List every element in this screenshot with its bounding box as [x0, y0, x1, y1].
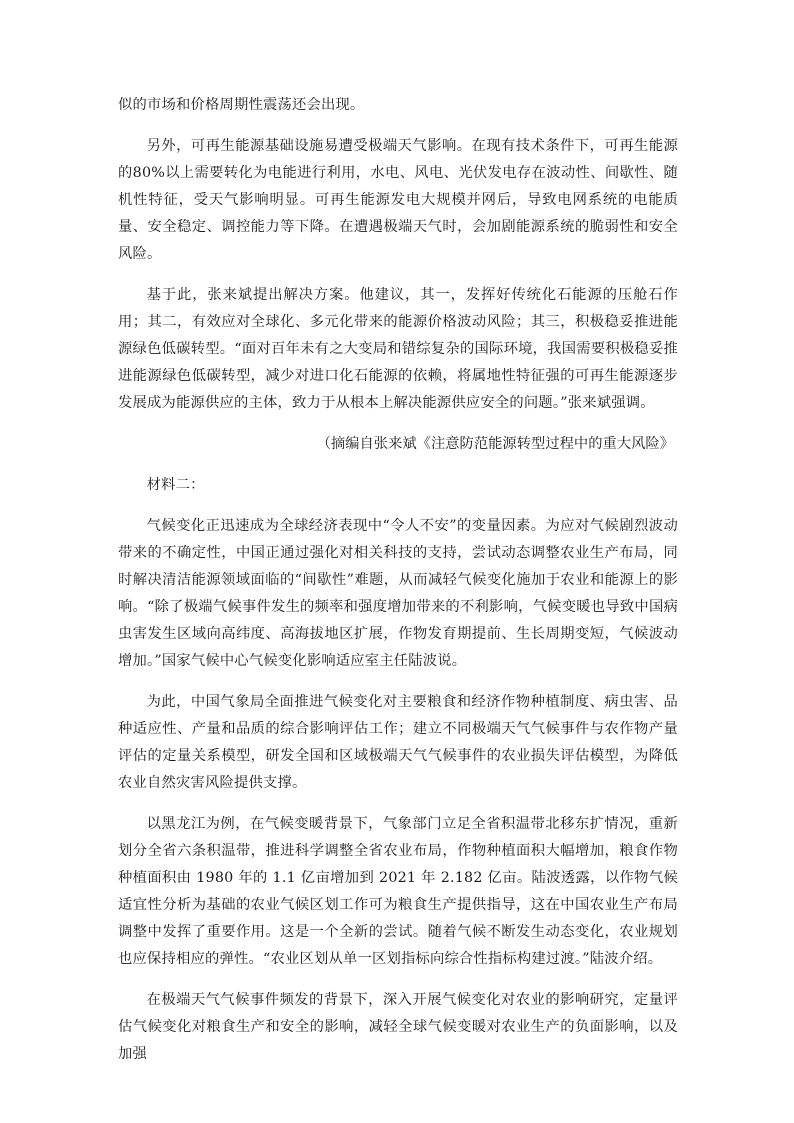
paragraph-extreme-weather-research: 在极端天气气候事件频发的背景下，深入开展气候变化对农业的影响研究，定量评估气候变化对粮食生产和安全的影响，减轻全球气候变暖对农业生产的负面影响，以及加强	[118, 992, 678, 1062]
paragraph-continuation: 似的市场和价格周期性震荡还会出现。	[118, 97, 365, 113]
paragraph-solutions: 基于此，张来斌提出解决方案。他建议，其一，发挥好传统化石能源的压舱石作用；其二，有效应对全球化、多元化带来的能源价格波动风险；其三，积极稳妥推进能源绿色低碳转型。“面对百年未有之大变局和错综复杂的国际环境，我国需要积极稳妥推进能源绿色低碳转型，减少对进口化石能源的依赖，将属地性特征强的可再生能源逐步发展成为能源供应的主体，致力于从根本上解决能源供应安全的问题。”张来斌强调。	[118, 287, 678, 411]
document-page	[118, 92, 678, 1068]
material-two-heading: 材料二：	[146, 477, 205, 493]
paragraph-heilongjiang-example: 以黑龙江为例，在气候变暖背景下，气象部门立足全省积温带北移东扩情况，重新划分全省六条积温带，推进科学调整全省农业布局，作物种植面积大幅增加，粮食作物种植面积由 1980 年的 1.1 亿亩增加到 2021 年 2.182 亿亩。陆波透露，以作物气候适宜性分析为基础的农业气候区划工作可为粮食生产提供指导，这在中国农业生产布局调整中发挥了重要作用。这是一个全新的尝试。随着气候不断发生动态变化，农业规划也应保持相应的弹性。“农业区划从单一区划指标向综合性指标构建过渡。”陆波介绍。	[118, 816, 678, 967]
paragraph-renewable-weather-risk: 另外，可再生能源基础设施易遭受极端天气影响。在现有技术条件下，可再生能源的80%以上需要转化为电能进行利用，水电、风电、光伏发电存在波动性、间歇性、随机性特征，受天气影响明显。可再生能源发电大规模并网后，导致电网系统的电能质量、安全稳定、调控能力等下降。在遭遇极端天气时，会加剧能源系统的脆弱性和安全风险。	[118, 138, 678, 262]
paragraph-cma-assessment: 为此，中国气象局全面推进气候变化对主要粮食和经济作物种植制度、病虫害、品种适应性、产量和品质的综合影响评估工作；建立不同极端天气气候事件与农作物产量评估的定量关系模型，研发全国和区域极端天气气候事件的农业损失评估模型，为降低农业自然灾害风险提供支撑。	[118, 694, 678, 791]
paragraph-climate-variable: 气候变化正迅速成为全球经济表现中“令人不安”的变量因素。为应对气候剧烈波动带来的不确定性，中国正通过强化对相关科技的支持，尝试动态调整农业生产布局，同时解决清洁能源领域面临的“间歇性”难题，从而减轻气候变化施加于农业和能源上的影响。“除了极端气候事件发生的频率和强度增加带来的不利影响，气候变暖也导致中国病虫害发生区域向高纬度、高海拔地区扩展，作物发育期提前、生长周期变短，气候波动增加。”国家气候中心气候变化影响适应室主任陆波说。	[118, 518, 678, 669]
source-citation: （摘编自张来斌《注意防范能源转型过程中的重大风险》	[316, 436, 674, 452]
